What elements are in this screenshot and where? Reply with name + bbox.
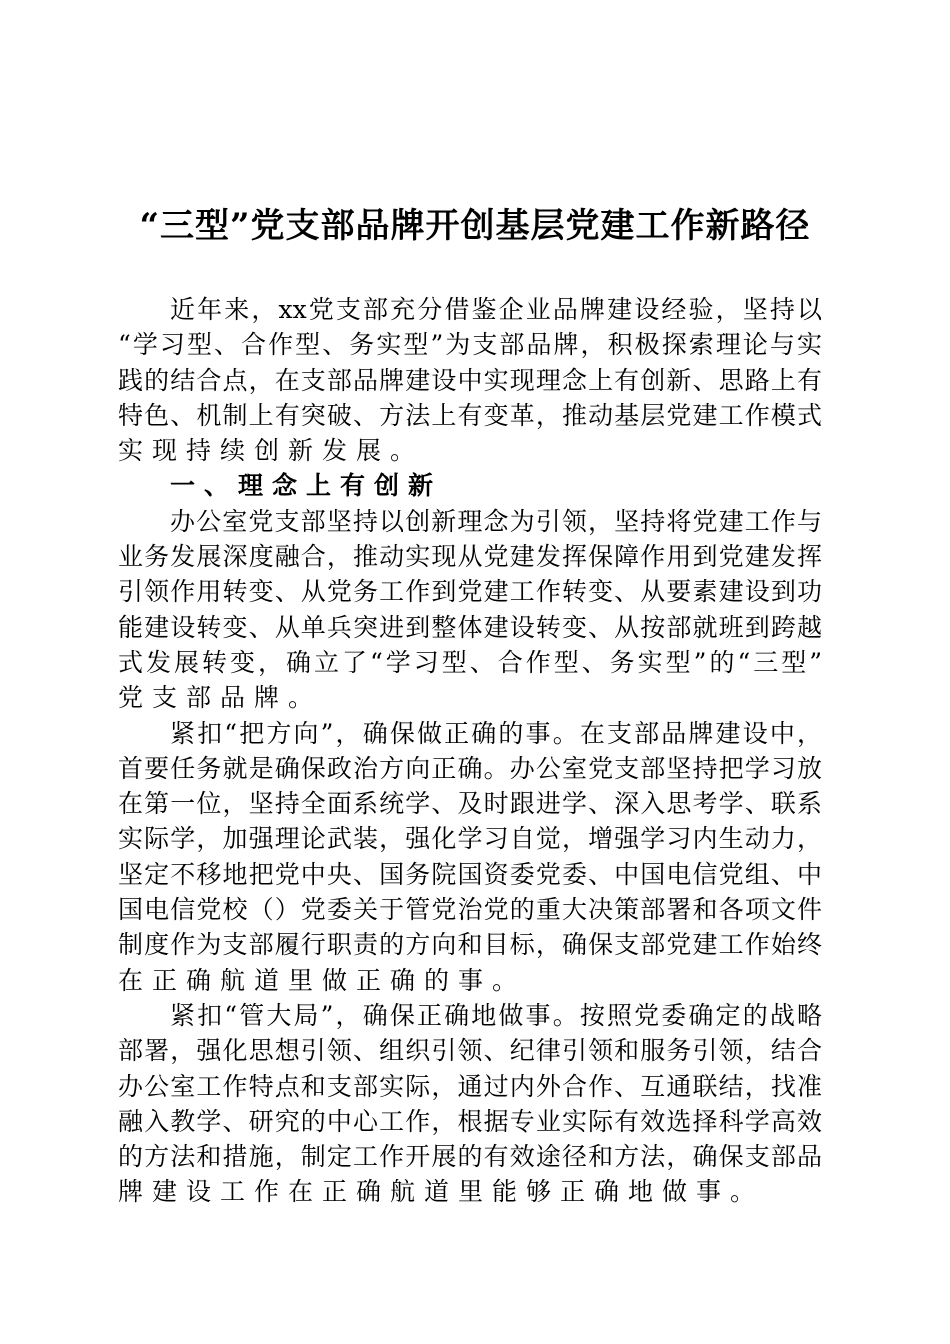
text-line: 党支部品牌。 xyxy=(118,683,323,713)
text-line: 能建设转变、从单兵突进到整体建设转变、从按部就班到跨越 xyxy=(118,612,822,642)
text-line: 办公室工作特点和支部实际，通过内外合作、互通联结，找准 xyxy=(118,1071,822,1101)
text-line: 特色、机制上有突破、方法上有变革，推动基层党建工作模式 xyxy=(118,400,822,430)
document-title: “三型”党支部品牌开创基层党建工作新路径 xyxy=(139,206,811,246)
text-line: 紧扣“管大局”，确保正确地做事。按照党委确定的战略 xyxy=(170,1000,822,1030)
text-line: 的方法和措施，制定工作开展的有效途径和方法，确保支部品 xyxy=(118,1142,822,1172)
text-line: 融入教学、研究的中心工作，根据专业实际有效选择科学高效 xyxy=(118,1106,822,1136)
text-line: 紧扣“把方向”，确保做正确的事。在支部品牌建设中， xyxy=(170,718,822,748)
text-line: 业务发展深度融合，推动实现从党建发挥保障作用到党建发挥 xyxy=(118,542,822,572)
text-line: 制度作为支部履行职责的方向和目标，确保支部党建工作始终 xyxy=(118,930,822,960)
text-line: 实际学，加强理论武装，强化学习自觉，增强学习内生动力， xyxy=(118,824,822,854)
text-line: 牌建设工作在正确航道里能够正确地做事。 xyxy=(118,1177,765,1207)
text-line: 在正确航道里做正确的事。 xyxy=(118,965,527,995)
paragraph xyxy=(118,504,822,716)
text-line: 在第一位，坚持全面系统学、及时跟进学、深入思考学、联系 xyxy=(118,789,822,819)
section-heading xyxy=(118,468,822,503)
paragraph xyxy=(118,998,822,1210)
text-line: 部署，强化思想引领、组织引领、纪律引领和服务引领，结合 xyxy=(118,1036,822,1066)
text-line: 实现持续创新发展。 xyxy=(118,436,425,466)
text-line: 办公室党支部坚持以创新理念为引领，坚持将党建工作与 xyxy=(170,506,822,536)
text-line: 国电信党校（）党委关于管党治党的重大决策部署和各项文件 xyxy=(118,895,822,925)
paragraph xyxy=(118,292,822,468)
text-line: 近年来，xx党支部充分借鉴企业品牌建设经验，坚持以 xyxy=(170,295,822,324)
text-line: “学习型、合作型、务实型”为支部品牌，积极探索理论与实 xyxy=(118,330,822,360)
text-line: 一、理念上有创新 xyxy=(170,471,443,501)
paragraph xyxy=(118,716,822,998)
text-line: 坚定不移地把党中央、国务院国资委党委、中国电信党组、中 xyxy=(118,859,822,889)
text-line: 践的结合点，在支部品牌建设中实现理念上有创新、思路上有 xyxy=(118,365,822,395)
text-line: 首要任务就是确保政治方向正确。办公室党支部坚持把学习放 xyxy=(118,753,822,783)
text-line: 引领作用转变、从党务工作到党建工作转变、从要素建设到功 xyxy=(118,577,822,607)
text-line: 式发展转变，确立了“学习型、合作型、务实型”的“三型” xyxy=(118,647,822,677)
document-body xyxy=(118,292,822,1210)
